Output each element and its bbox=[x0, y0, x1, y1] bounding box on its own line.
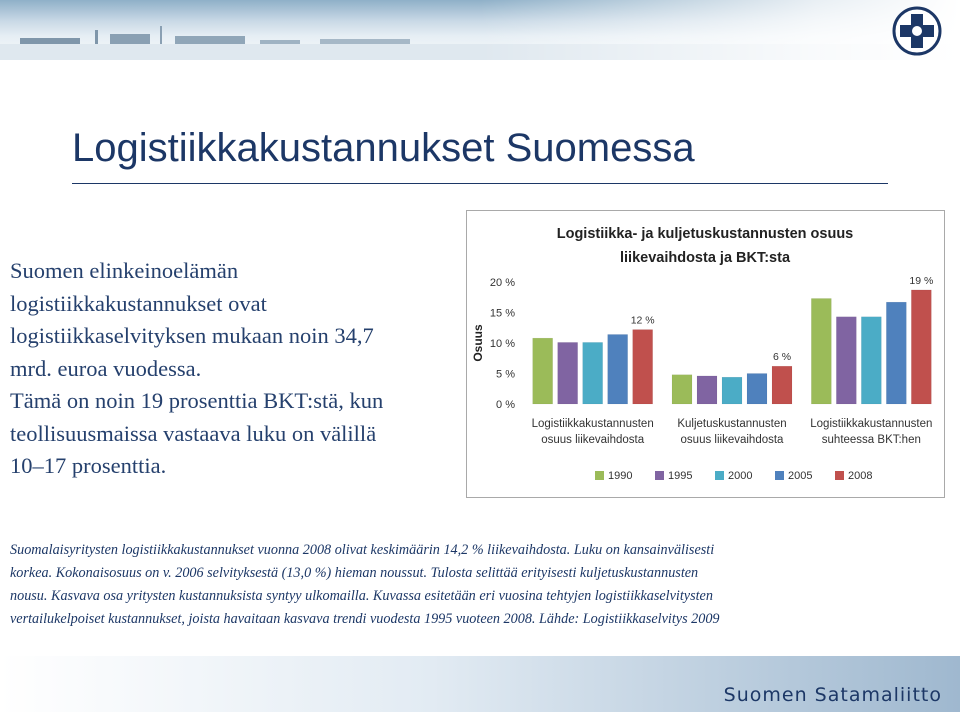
y-tick-label: 15 % bbox=[489, 307, 515, 320]
chart-caption bbox=[10, 539, 955, 631]
caption-line: Suomalaisyritysten logistiikkakustannukset vuonna 2008 olivat keskimäärin 14,2 % liikevaihdosta. Luku on kansainvälisesti bbox=[10, 542, 715, 558]
intro-line: mrd. euroa vuodessa. bbox=[10, 355, 202, 381]
data-label: 12 % bbox=[630, 314, 655, 327]
data-label: 19 % bbox=[909, 274, 934, 287]
legend-swatch bbox=[715, 471, 724, 480]
legend-label: 1990 bbox=[608, 470, 633, 482]
bar bbox=[836, 317, 856, 404]
intro-line: logistiikkaselvityksen mukaan noin 34,7 bbox=[10, 323, 374, 348]
legend-label: 2008 bbox=[848, 470, 873, 482]
legend-swatch bbox=[775, 471, 784, 480]
bar bbox=[811, 298, 831, 404]
banner-fade bbox=[480, 0, 960, 60]
category-label: Logistiikkakustannusten bbox=[810, 418, 933, 430]
chart-frame bbox=[466, 210, 945, 498]
bar bbox=[911, 290, 931, 404]
bar bbox=[608, 334, 628, 404]
intro-line: 10–17 prosenttia. bbox=[10, 453, 167, 478]
caption-line: korkea. Kokonaisosuus on v. 2006 selvityksestä (13,0 %) hieman noussut. Tulosta selittää erityisesti kuljetuskustannusten bbox=[10, 565, 699, 581]
intro-line: Tämä on noin 19 prosenttia BKT:stä, kun bbox=[10, 388, 384, 413]
y-axis-label: Osuus bbox=[471, 324, 485, 362]
bar bbox=[747, 374, 767, 405]
legend-swatch bbox=[835, 471, 844, 480]
top-banner bbox=[0, 0, 960, 60]
category-label: osuus liikevaihdosta bbox=[541, 434, 645, 446]
page-title: Logistiikkakustannukset Suomessa bbox=[72, 126, 695, 170]
bar bbox=[697, 376, 717, 404]
bar bbox=[583, 342, 603, 404]
bar-chart bbox=[467, 211, 944, 497]
bar bbox=[633, 330, 653, 404]
category-label: Kuljetuskustannusten bbox=[677, 418, 787, 430]
intro-line: teollisuusmaissa vastaava luku on välillä bbox=[10, 420, 377, 446]
legend-label: 2005 bbox=[788, 470, 813, 482]
footer-bar bbox=[0, 656, 960, 712]
chart-title: liikevaihdosta ja BKT:sta bbox=[619, 250, 791, 266]
bar bbox=[672, 375, 692, 404]
legend-swatch bbox=[595, 471, 604, 480]
caption-line: nousu. Kasvava osa yritysten kustannuksista syntyy ulkomailla. Kuvassa esitetään eri vuosina tehtyjen logistiikkaselvitysten bbox=[10, 588, 713, 604]
bar bbox=[886, 302, 906, 404]
bar bbox=[861, 317, 881, 404]
y-tick-label: 10 % bbox=[489, 338, 515, 350]
category-label: Logistiikkakustannusten bbox=[531, 418, 654, 430]
footer-brand: Suomen Satamaliitto bbox=[723, 684, 942, 706]
legend-swatch bbox=[655, 471, 664, 480]
caption-line: vertailukelpoiset kustannukset, joista havaitaan kasvava trendi vuodesta 1995 vuoteen 2008. Lähde: Logistiikkaselvitys 2009 bbox=[10, 611, 720, 627]
bar bbox=[772, 366, 792, 404]
category-label: osuus liikevaihdosta bbox=[680, 434, 784, 446]
chart-title: Logistiikka- ja kuljetuskustannusten osuus bbox=[556, 226, 854, 242]
intro-line: Suomen elinkeinoelämän bbox=[10, 258, 239, 283]
intro-line: logistiikkakustannukset ovat bbox=[10, 290, 267, 316]
intro-text bbox=[10, 255, 460, 483]
legend-label: 1995 bbox=[668, 470, 693, 482]
y-tick-label: 5 % bbox=[496, 368, 515, 381]
bar bbox=[558, 342, 578, 404]
y-tick-label: 20 % bbox=[489, 277, 515, 289]
bar bbox=[533, 338, 553, 404]
data-label: 6 % bbox=[772, 351, 792, 364]
legend-label: 2000 bbox=[728, 470, 753, 482]
y-tick-label: 0 % bbox=[496, 399, 515, 411]
bar bbox=[722, 377, 742, 404]
port-association-emblem-icon bbox=[892, 6, 942, 56]
category-label: suhteessa BKT:hen bbox=[821, 434, 921, 446]
title-underline bbox=[72, 183, 888, 184]
